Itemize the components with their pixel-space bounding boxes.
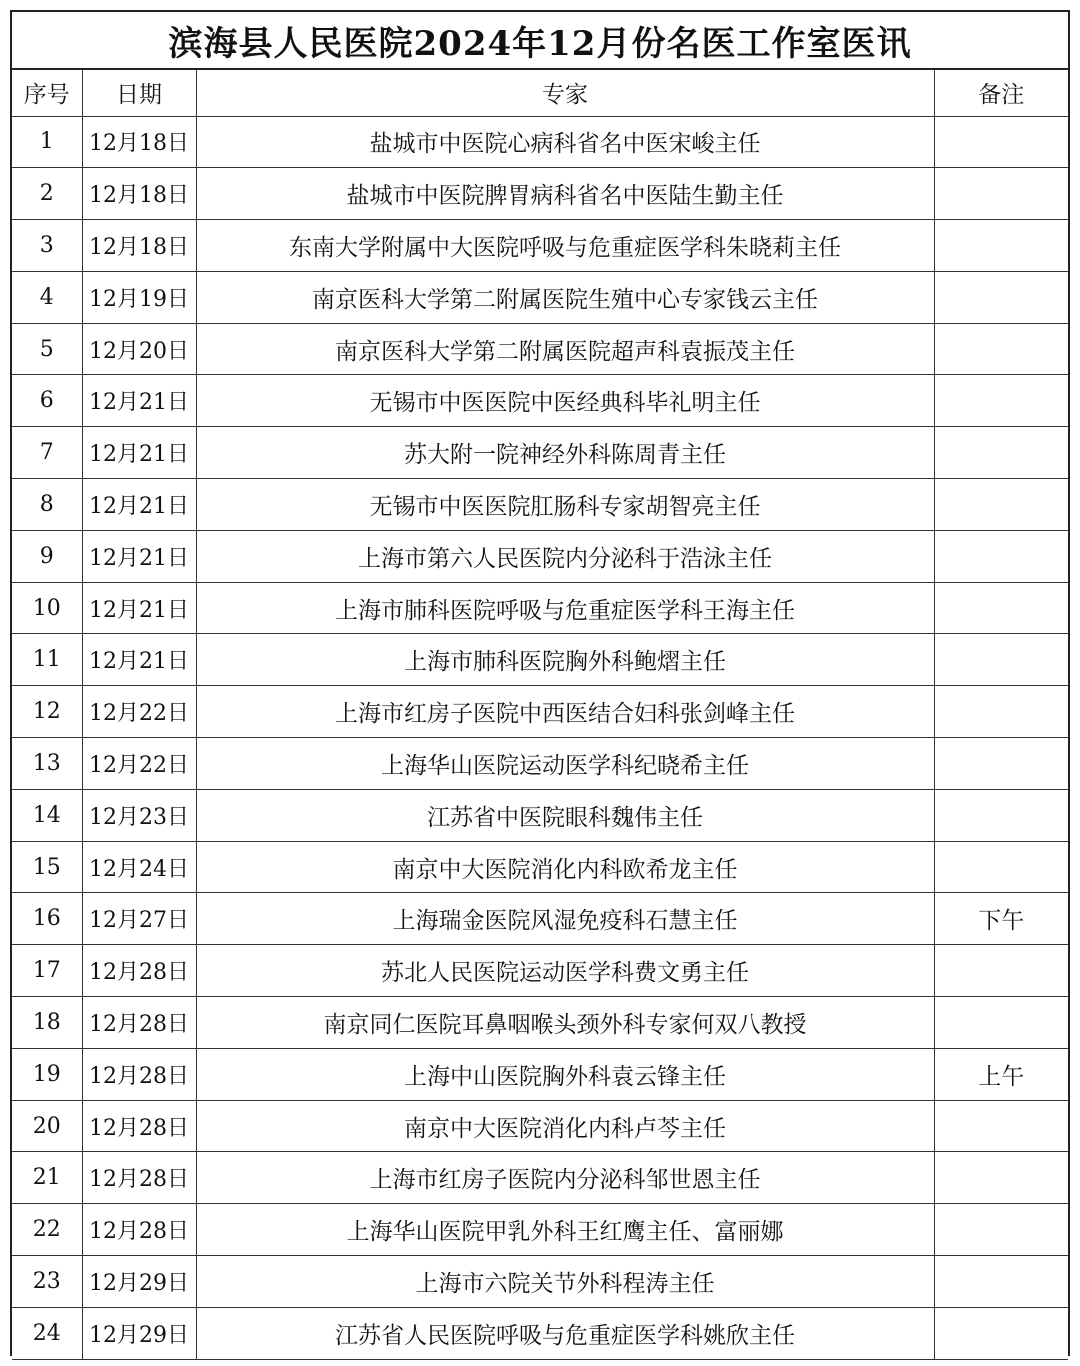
- expert-cell: 无锡市中医医院肛肠科专家胡智亮主任: [196, 479, 934, 531]
- seq-cell: 12: [12, 686, 82, 738]
- date-cell: 12月18日: [82, 220, 196, 272]
- note-cell: [934, 1307, 1068, 1359]
- table-row: [12, 1307, 1068, 1359]
- date-cell: 12月22日: [82, 686, 196, 738]
- seq-cell: 19: [12, 1048, 82, 1100]
- expert-cell: 上海市肺科医院呼吸与危重症医学科王海主任: [196, 582, 934, 634]
- table-row: [12, 116, 1068, 168]
- seq-cell: 20: [12, 1100, 82, 1152]
- seq-cell: 3: [12, 220, 82, 272]
- seq-cell: 24: [12, 1307, 82, 1359]
- note-cell: 上午: [934, 1048, 1068, 1100]
- schedule-rows: [12, 116, 1068, 1359]
- expert-cell: 无锡市中医医院中医经典科毕礼明主任: [196, 375, 934, 427]
- table-row: [12, 479, 1068, 531]
- expert-cell: 南京医科大学第二附属医院超声科袁振茂主任: [196, 323, 934, 375]
- table-row: [12, 375, 1068, 427]
- date-cell: 12月21日: [82, 634, 196, 686]
- table-row: [12, 271, 1068, 323]
- expert-cell: 盐城市中医院心病科省名中医宋峻主任: [196, 116, 934, 168]
- table-row: [12, 427, 1068, 479]
- date-cell: 12月23日: [82, 789, 196, 841]
- note-cell: [934, 1204, 1068, 1256]
- note-cell: [934, 427, 1068, 479]
- note-cell: [934, 530, 1068, 582]
- expert-cell: 南京中大医院消化内科欧希龙主任: [196, 841, 934, 893]
- note-cell: [934, 997, 1068, 1049]
- table-row: [12, 997, 1068, 1049]
- expert-cell: 东南大学附属中大医院呼吸与危重症医学科朱晓莉主任: [196, 220, 934, 272]
- seq-cell: 18: [12, 997, 82, 1049]
- table-row: [12, 686, 1068, 738]
- expert-cell: 南京同仁医院耳鼻咽喉头颈外科专家何双八教授: [196, 997, 934, 1049]
- expert-cell: 上海华山医院甲乳外科王红鹰主任、富丽娜: [196, 1204, 934, 1256]
- table-row: [12, 530, 1068, 582]
- expert-cell: 上海市第六人民医院内分泌科于浩泳主任: [196, 530, 934, 582]
- expert-cell: 苏大附一院神经外科陈周青主任: [196, 427, 934, 479]
- date-cell: 12月28日: [82, 997, 196, 1049]
- note-cell: [934, 271, 1068, 323]
- seq-cell: 7: [12, 427, 82, 479]
- note-cell: [934, 116, 1068, 168]
- expert-cell: 上海华山医院运动医学科纪晓希主任: [196, 738, 934, 790]
- date-cell: 12月22日: [82, 738, 196, 790]
- note-cell: [934, 1100, 1068, 1152]
- table-row: [12, 945, 1068, 997]
- table-row: [12, 841, 1068, 893]
- seq-cell: 13: [12, 738, 82, 790]
- expert-cell: 上海瑞金医院风湿免疫科石慧主任: [196, 893, 934, 945]
- date-cell: 12月28日: [82, 945, 196, 997]
- table-row: [12, 220, 1068, 272]
- expert-cell: 上海中山医院胸外科袁云锋主任: [196, 1048, 934, 1100]
- seq-cell: 6: [12, 375, 82, 427]
- date-cell: 12月24日: [82, 841, 196, 893]
- table-row: [12, 168, 1068, 220]
- note-cell: [934, 1256, 1068, 1308]
- date-cell: 12月21日: [82, 479, 196, 531]
- table-row: [12, 789, 1068, 841]
- date-cell: 12月29日: [82, 1307, 196, 1359]
- header-row: [12, 70, 1068, 116]
- table-row: [12, 1048, 1068, 1100]
- date-cell: 12月27日: [82, 893, 196, 945]
- note-cell: [934, 168, 1068, 220]
- table-row: [12, 323, 1068, 375]
- header-date: 日期: [82, 70, 196, 116]
- expert-cell: 南京中大医院消化内科卢芩主任: [196, 1100, 934, 1152]
- seq-cell: 17: [12, 945, 82, 997]
- date-cell: 12月28日: [82, 1100, 196, 1152]
- note-cell: [934, 323, 1068, 375]
- note-cell: [934, 738, 1068, 790]
- seq-cell: 5: [12, 323, 82, 375]
- seq-cell: 9: [12, 530, 82, 582]
- seq-cell: 23: [12, 1256, 82, 1308]
- date-cell: 12月21日: [82, 530, 196, 582]
- seq-cell: 14: [12, 789, 82, 841]
- note-cell: [934, 582, 1068, 634]
- seq-cell: 8: [12, 479, 82, 531]
- note-cell: [934, 634, 1068, 686]
- table-row: [12, 1152, 1068, 1204]
- expert-cell: 上海市红房子医院内分泌科邹世恩主任: [196, 1152, 934, 1204]
- schedule-table: [12, 70, 1068, 1360]
- note-cell: 下午: [934, 893, 1068, 945]
- table-row: [12, 1204, 1068, 1256]
- note-cell: [934, 945, 1068, 997]
- table-row: [12, 582, 1068, 634]
- date-cell: 12月18日: [82, 168, 196, 220]
- note-cell: [934, 686, 1068, 738]
- date-cell: 12月20日: [82, 323, 196, 375]
- seq-cell: 2: [12, 168, 82, 220]
- date-cell: 12月28日: [82, 1204, 196, 1256]
- note-cell: [934, 220, 1068, 272]
- note-cell: [934, 1152, 1068, 1204]
- table-row: [12, 1100, 1068, 1152]
- date-cell: 12月19日: [82, 271, 196, 323]
- table-row: [12, 634, 1068, 686]
- seq-cell: 1: [12, 116, 82, 168]
- seq-cell: 22: [12, 1204, 82, 1256]
- header-seq: 序号: [12, 70, 82, 116]
- date-cell: 12月21日: [82, 582, 196, 634]
- date-cell: 12月18日: [82, 116, 196, 168]
- date-cell: 12月21日: [82, 427, 196, 479]
- note-cell: [934, 841, 1068, 893]
- page-title: 滨海县人民医院2024年12月份名医工作室医讯: [12, 12, 1068, 70]
- note-cell: [934, 789, 1068, 841]
- table-row: [12, 893, 1068, 945]
- date-cell: 12月28日: [82, 1048, 196, 1100]
- date-cell: 12月21日: [82, 375, 196, 427]
- expert-cell: 江苏省人民医院呼吸与危重症医学科姚欣主任: [196, 1307, 934, 1359]
- seq-cell: 16: [12, 893, 82, 945]
- expert-cell: 上海市六院关节外科程涛主任: [196, 1256, 934, 1308]
- expert-cell: 南京医科大学第二附属医院生殖中心专家钱云主任: [196, 271, 934, 323]
- table-row: [12, 1256, 1068, 1308]
- seq-cell: 10: [12, 582, 82, 634]
- header-expert: 专家: [196, 70, 934, 116]
- schedule-sheet: [10, 10, 1070, 1356]
- seq-cell: 11: [12, 634, 82, 686]
- date-cell: 12月29日: [82, 1256, 196, 1308]
- seq-cell: 15: [12, 841, 82, 893]
- header-note: 备注: [934, 70, 1068, 116]
- expert-cell: 盐城市中医院脾胃病科省名中医陆生勤主任: [196, 168, 934, 220]
- expert-cell: 苏北人民医院运动医学科费文勇主任: [196, 945, 934, 997]
- date-cell: 12月28日: [82, 1152, 196, 1204]
- table-row: [12, 738, 1068, 790]
- seq-cell: 21: [12, 1152, 82, 1204]
- note-cell: [934, 479, 1068, 531]
- expert-cell: 上海市肺科医院胸外科鲍熠主任: [196, 634, 934, 686]
- seq-cell: 4: [12, 271, 82, 323]
- expert-cell: 上海市红房子医院中西医结合妇科张剑峰主任: [196, 686, 934, 738]
- expert-cell: 江苏省中医院眼科魏伟主任: [196, 789, 934, 841]
- note-cell: [934, 375, 1068, 427]
